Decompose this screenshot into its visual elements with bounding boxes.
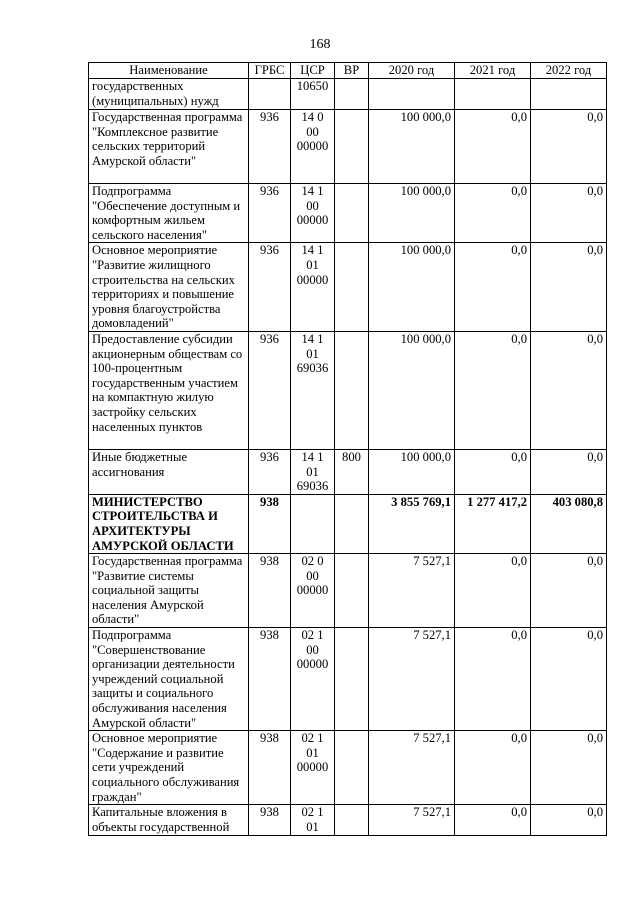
- table-body: [89, 79, 607, 836]
- cell-csr: 02 0 00 00000: [291, 554, 335, 628]
- cell-2020: 7 527,1: [369, 554, 455, 628]
- cell-2020: 3 855 769,1: [369, 494, 455, 553]
- cell-2021: 0,0: [455, 184, 531, 243]
- cell-name: Подпрограмма "Совершенствование организации деятельности учреждений социальной защиты и социального обслуживания населения Амурской области": [89, 628, 249, 731]
- cell-grbs: [249, 79, 291, 110]
- header-2020: 2020 год: [369, 63, 455, 79]
- header-csr: ЦСР: [291, 63, 335, 79]
- cell-2020: 7 527,1: [369, 628, 455, 731]
- cell-2022: 403 080,8: [531, 494, 607, 553]
- cell-csr: 10650: [291, 79, 335, 110]
- cell-csr: 14 0 00 00000: [291, 110, 335, 184]
- cell-name: Основное мероприятие "Содержание и развитие сети учреждений социального обслуживания граждан": [89, 731, 249, 805]
- cell-csr: 14 1 01 69036: [291, 449, 335, 494]
- cell-name: Государственная программа "Комплексное развитие сельских территорий Амурской области": [89, 110, 249, 184]
- cell-grbs: 936: [249, 331, 291, 449]
- cell-name: Государственная программа "Развитие системы социальной защиты населения Амурской области": [89, 554, 249, 628]
- cell-name: Основное мероприятие "Развитие жилищного строительства на сельских территориях и повышение уровня благоустройства домовладений": [89, 243, 249, 332]
- cell-vr: [335, 805, 369, 836]
- cell-csr: 14 1 00 00000: [291, 184, 335, 243]
- header-grbs: ГРБС: [249, 63, 291, 79]
- cell-vr: 800: [335, 449, 369, 494]
- cell-vr: [335, 494, 369, 553]
- cell-2021: 0,0: [455, 449, 531, 494]
- cell-vr: [335, 243, 369, 332]
- cell-vr: [335, 184, 369, 243]
- cell-2020: 7 527,1: [369, 731, 455, 805]
- cell-2022: 0,0: [531, 628, 607, 731]
- cell-csr: 02 1 01 00000: [291, 731, 335, 805]
- cell-2022: 0,0: [531, 805, 607, 836]
- cell-2020: 100 000,0: [369, 243, 455, 332]
- cell-name: Капитальные вложения в объекты государственной: [89, 805, 249, 836]
- cell-2020: 100 000,0: [369, 331, 455, 449]
- cell-2022: 0,0: [531, 449, 607, 494]
- table-row: [89, 79, 607, 110]
- cell-2022: [531, 79, 607, 110]
- header-vr: ВР: [335, 63, 369, 79]
- table-row: [89, 628, 607, 731]
- cell-2020: 100 000,0: [369, 110, 455, 184]
- cell-grbs: 938: [249, 494, 291, 553]
- cell-vr: [335, 731, 369, 805]
- table-row: [89, 449, 607, 494]
- cell-csr: 14 1 01 00000: [291, 243, 335, 332]
- table-header-row: [89, 63, 607, 79]
- cell-2021: 0,0: [455, 554, 531, 628]
- cell-2022: 0,0: [531, 731, 607, 805]
- cell-name: Предоставление субсидии акционерным обществам со 100-процентным государственным участием на компактную жилую застройку сельских населенных пунктов: [89, 331, 249, 449]
- table-row: [89, 554, 607, 628]
- cell-2021: 0,0: [455, 805, 531, 836]
- cell-2020: 100 000,0: [369, 184, 455, 243]
- table-row: [89, 331, 607, 449]
- cell-grbs: 936: [249, 449, 291, 494]
- cell-2021: [455, 79, 531, 110]
- cell-2021: 0,0: [455, 731, 531, 805]
- cell-2020: 100 000,0: [369, 449, 455, 494]
- cell-name: Иные бюджетные ассигнования: [89, 449, 249, 494]
- cell-vr: [335, 554, 369, 628]
- cell-2022: 0,0: [531, 110, 607, 184]
- table-row: [89, 731, 607, 805]
- cell-2020: 7 527,1: [369, 805, 455, 836]
- cell-grbs: 938: [249, 731, 291, 805]
- cell-csr: [291, 494, 335, 553]
- cell-grbs: 936: [249, 184, 291, 243]
- cell-2022: 0,0: [531, 331, 607, 449]
- cell-name: Подпрограмма "Обеспечение доступным и комфортным жильем сельского населения": [89, 184, 249, 243]
- cell-2022: 0,0: [531, 243, 607, 332]
- header-2022: 2022 год: [531, 63, 607, 79]
- cell-grbs: 938: [249, 554, 291, 628]
- cell-grbs: 936: [249, 243, 291, 332]
- header-2021: 2021 год: [455, 63, 531, 79]
- table-row: [89, 110, 607, 184]
- table-row: [89, 184, 607, 243]
- cell-2022: 0,0: [531, 554, 607, 628]
- cell-vr: [335, 331, 369, 449]
- table-row: [89, 805, 607, 836]
- cell-grbs: 936: [249, 110, 291, 184]
- budget-table: [88, 62, 607, 836]
- page-number: 168: [309, 37, 331, 52]
- cell-grbs: 938: [249, 805, 291, 836]
- header-name: Наименование: [89, 63, 249, 79]
- cell-vr: [335, 79, 369, 110]
- cell-vr: [335, 628, 369, 731]
- cell-csr: 14 1 01 69036: [291, 331, 335, 449]
- cell-2022: 0,0: [531, 184, 607, 243]
- table-row: [89, 494, 607, 553]
- cell-name: МИНИСТЕРСТВО СТРОИТЕЛЬСТВА И АРХИТЕКТУРЫ АМУРСКОЙ ОБЛАСТИ: [89, 494, 249, 553]
- table-row: [89, 243, 607, 332]
- cell-vr: [335, 110, 369, 184]
- cell-name: государственных (муниципальных) нужд: [89, 79, 249, 110]
- cell-2021: 0,0: [455, 628, 531, 731]
- cell-2021: 0,0: [455, 331, 531, 449]
- cell-grbs: 938: [249, 628, 291, 731]
- cell-2020: [369, 79, 455, 110]
- cell-csr: 02 1 00 00000: [291, 628, 335, 731]
- cell-2021: 0,0: [455, 243, 531, 332]
- cell-2021: 0,0: [455, 110, 531, 184]
- cell-2021: 1 277 417,2: [455, 494, 531, 553]
- cell-csr: 02 1 01: [291, 805, 335, 836]
